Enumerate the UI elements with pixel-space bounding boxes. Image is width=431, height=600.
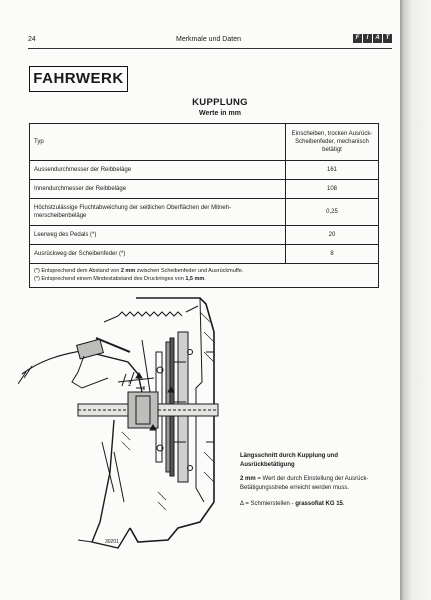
table-row bbox=[30, 124, 379, 161]
row-value: 8 bbox=[286, 245, 379, 264]
table-row bbox=[30, 199, 379, 226]
row-label: Höchstzulässige Fluchtabweichung der seitlichen Oberflächen der Mitneh-merscheibenbeläge bbox=[30, 199, 286, 226]
table-note bbox=[34, 275, 374, 283]
row-value: 161 bbox=[286, 161, 379, 180]
caption-title: Längsschnitt durch Kupplung und Ausrückbetätigung bbox=[240, 453, 338, 468]
row-label: Innendurchmesser der Reibbeläge bbox=[30, 180, 286, 199]
caption-text: = Wert der durch Einstellung der Ausrück-Betätigungsstrebe erreicht werden muss. bbox=[240, 476, 369, 492]
caption-bold: 2 mm bbox=[240, 476, 256, 483]
row-label: Ausrückweg der Scheibenfeder (*) bbox=[30, 245, 286, 264]
row-label: Leerweg des Pedals (*) bbox=[30, 226, 286, 245]
logo-letter: A bbox=[373, 34, 382, 43]
diagram-number: 30201 bbox=[105, 539, 119, 545]
page-edge-shadow bbox=[400, 0, 431, 600]
heading-title: KUPPLUNG bbox=[192, 97, 248, 108]
table-note bbox=[34, 267, 374, 275]
row-value: Einscheiben, trocken Ausrück-Scheibenfeder, mechanisch betätigt bbox=[286, 124, 379, 161]
logo-letter: T bbox=[383, 34, 392, 43]
table-row bbox=[30, 161, 379, 180]
caption-bold: grassofiat KG 15 bbox=[295, 500, 343, 507]
table-row bbox=[30, 180, 379, 199]
row-label: Aussendurchmesser der Reibbeläge bbox=[30, 161, 286, 180]
dimension-label-2mm: 2 bbox=[128, 382, 132, 388]
row-value: 0,25 bbox=[286, 199, 379, 226]
section-title: FAHRWERK bbox=[29, 66, 128, 92]
header-title: Merkmale und Daten bbox=[176, 36, 241, 43]
heading-subtitle: Werte in mm bbox=[199, 110, 241, 117]
note-bold: 1,5 mm bbox=[185, 276, 205, 283]
fiat-logo bbox=[353, 34, 392, 43]
logo-letter: F bbox=[353, 34, 362, 43]
clutch-data-table bbox=[29, 123, 379, 288]
note-text: zwischen Scheibenfeder und Ausrückmuffe. bbox=[135, 268, 244, 274]
caption-line bbox=[240, 500, 385, 509]
note-text: (*) Entsprechend dem Abstand von bbox=[34, 268, 121, 274]
note-text: . bbox=[204, 276, 206, 283]
table-row bbox=[30, 226, 379, 245]
table-notes-row bbox=[30, 264, 379, 288]
note-bold: 2 mm bbox=[120, 268, 136, 274]
logo-letter: I bbox=[363, 34, 372, 43]
clutch-section-diagram bbox=[18, 292, 233, 554]
caption-text: Δ = Schmierstellen - bbox=[240, 500, 296, 507]
row-value: 108 bbox=[286, 180, 379, 199]
table-notes bbox=[30, 264, 379, 288]
row-label: Typ bbox=[30, 124, 286, 161]
figure-caption bbox=[240, 452, 385, 508]
page-number: 24 bbox=[28, 36, 36, 43]
caption-line bbox=[240, 475, 385, 492]
row-value: 20 bbox=[286, 226, 379, 245]
table-row bbox=[30, 245, 379, 264]
page-header bbox=[28, 34, 392, 49]
caption-text: . bbox=[342, 500, 345, 507]
note-text: (*) Entsprechend einem Mindestabstand des Druckringes von bbox=[34, 276, 186, 283]
